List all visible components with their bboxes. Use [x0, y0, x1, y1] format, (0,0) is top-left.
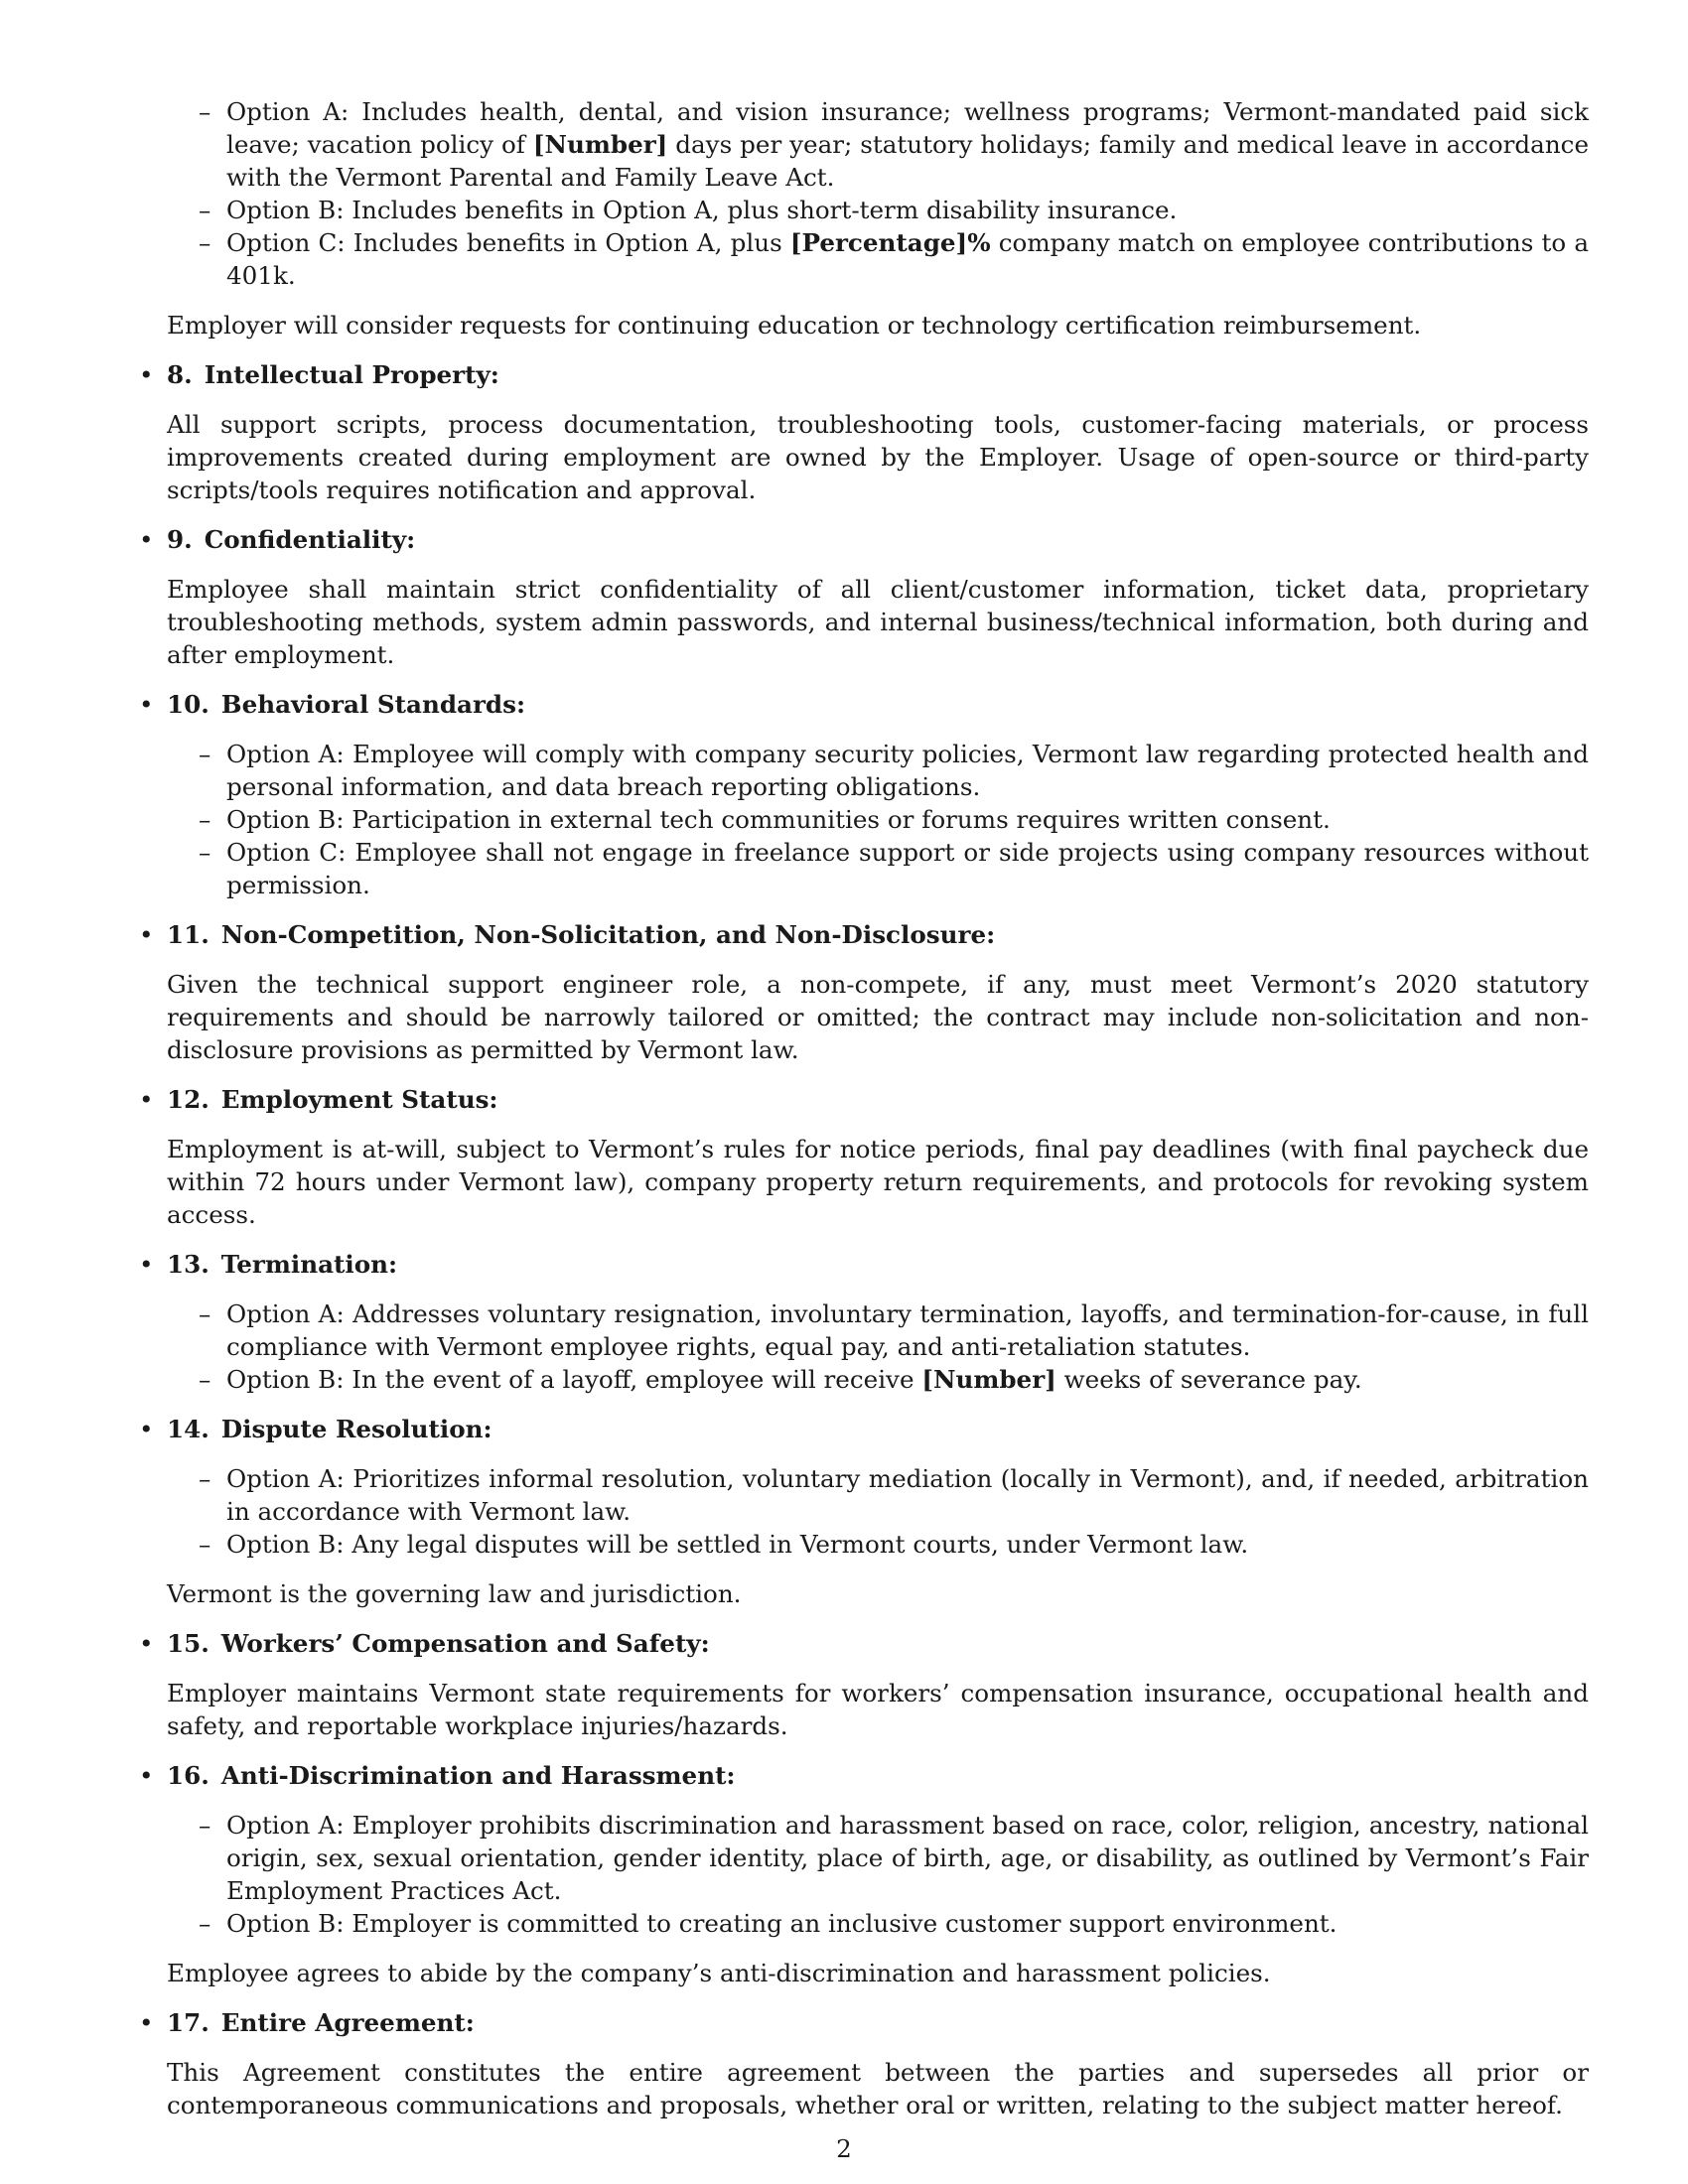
options-list: [139, 738, 1589, 901]
dash-marker: –: [199, 805, 211, 834]
section-heading: [167, 1083, 1589, 1116]
option-text: Option A: Addresses voluntary resignation, involuntary termination, layoffs, and termination-for-cause, in full compliance with Vermont employee rights, equal pay, and anti-retaliation statutes.: [226, 1299, 1589, 1361]
placeholder-field: [Number]: [921, 1365, 1056, 1394]
section-number: 15.: [167, 1629, 210, 1658]
dash-marker: –: [199, 1365, 211, 1394]
option-item: [199, 1462, 1589, 1528]
option-text: Option A: Employee will comply with company security policies, Vermont law regarding protected health and personal information, and data breach reporting obligations.: [226, 740, 1589, 801]
section-title: Behavioral Standards:: [220, 690, 526, 719]
section-number: 16.: [167, 1761, 210, 1790]
bullet-marker: •: [139, 1415, 154, 1443]
option-text: Option B: In the event of a layoff, employee will receive: [226, 1365, 922, 1394]
dash-marker: –: [199, 838, 211, 867]
section-number: 10.: [167, 690, 210, 719]
option-text: Option A: Employer prohibits discrimination and harassment based on race, color, religion, ancestry, national origin, sex, sexual orientation, gender identity, place of birth, age, or disability, as outlined by Vermont’s Fair Employment Practices Act.: [226, 1811, 1589, 1905]
section-heading: [167, 1248, 1589, 1281]
section-paragraph: Given the technical support engineer role, a non-compete, if any, must meet Vermont’s 2020 statutory requirements and should be narrowly tailored or omitted; the contract may include non-solicitation and non-disclosure provisions as permitted by Vermont law.: [167, 970, 1589, 1064]
dash-marker: –: [199, 740, 211, 768]
option-text: Option C: Employee shall not engage in freelance support or side projects using company resources without permission.: [226, 838, 1589, 899]
option-text-tail: company match on employee contributions to a 401k.: [226, 228, 1589, 290]
section-14: [139, 1413, 1589, 1445]
section-title: Non-Competition, Non-Solicitation, and Non-Disclosure:: [220, 920, 996, 949]
dash-marker: –: [199, 97, 211, 126]
section-paragraph: This Agreement constitutes the entire agreement between the parties and supersedes all prior or contemporaneous communications and proposals, whether oral or written, relating to the subject matter hereof.: [167, 2058, 1589, 2119]
placeholder-field: [Number]: [532, 130, 668, 159]
options-list: [139, 1297, 1589, 1396]
option-item: [199, 1907, 1589, 1940]
option-text: Option C: Includes benefits in Option A, plus: [226, 228, 790, 257]
section-note: Employee agrees to abide by the company’s anti-discrimination and harassment policies.: [167, 1959, 1271, 1987]
option-text: Option B: Includes benefits in Option A, plus short-term disability insurance.: [226, 196, 1178, 224]
dash-marker: –: [199, 1464, 211, 1493]
benefit-options-list: [139, 95, 1589, 292]
section-title: Workers’ Compensation and Safety:: [220, 1629, 710, 1658]
options-list: [139, 1809, 1589, 1940]
section-17: [139, 2006, 1589, 2039]
option-text: Option B: Participation in external tech communities or forums requires written consent.: [226, 805, 1331, 834]
section-8: [139, 358, 1589, 391]
dash-marker: –: [199, 1299, 211, 1328]
bullet-marker: •: [139, 360, 154, 389]
section-number: 17.: [167, 2008, 210, 2037]
section-15: [139, 1627, 1589, 1660]
option-text-tail: days per year; statutory holidays; family and medical leave in accordance with the Vermont Parental and Family Leave Act.: [226, 130, 1590, 192]
section-paragraph: Employee shall maintain strict confidentiality of all client/customer information, ticket data, proprietary troubleshooting methods, system admin passwords, and internal business/technical information, both during and after employment.: [167, 575, 1589, 669]
section-12: [139, 1083, 1589, 1116]
section-title: Dispute Resolution:: [220, 1415, 492, 1443]
section-paragraph: Employment is at-will, subject to Vermont’s rules for notice periods, final pay deadlines (with final paycheck due within 72 hours under Vermont law), company property return requirements, and protocols for revoking system access.: [167, 1135, 1589, 1229]
option-item: [199, 738, 1589, 803]
option-item: [199, 803, 1589, 836]
option-text: Option A: Prioritizes informal resolution, voluntary mediation (locally in Vermont), and, if needed, arbitration in accordance with Vermont law.: [226, 1464, 1589, 1526]
option-item: [199, 1363, 1589, 1396]
bullet-marker: •: [139, 920, 154, 949]
education-note: Employer will consider requests for continuing education or technology certification reimbursement.: [167, 311, 1422, 340]
section-number: 11.: [167, 920, 210, 949]
dash-marker: –: [199, 1811, 211, 1840]
page-number: 2: [836, 2134, 852, 2163]
option-item: [199, 1297, 1589, 1363]
dash-marker: –: [199, 196, 211, 224]
bullet-marker: •: [139, 690, 154, 719]
section-heading: [167, 358, 1589, 391]
section-title: Termination:: [220, 1250, 398, 1279]
bullet-marker: •: [139, 2008, 154, 2037]
bullet-marker: •: [139, 1761, 154, 1790]
section-title: Intellectual Property:: [204, 360, 499, 389]
section-heading: [167, 523, 1589, 556]
section-heading: [167, 918, 1589, 951]
section-heading: [167, 688, 1589, 721]
bullet-marker: •: [139, 525, 154, 554]
section-heading: [167, 1759, 1589, 1792]
bullet-marker: •: [139, 1629, 154, 1658]
section-number: 8.: [167, 360, 193, 389]
section-9: [139, 523, 1589, 556]
section-10: [139, 688, 1589, 721]
section-number: 12.: [167, 1085, 210, 1114]
dash-marker: –: [199, 1909, 211, 1938]
section-number: 13.: [167, 1250, 210, 1279]
section-paragraph: Employer maintains Vermont state requirements for workers’ compensation insurance, occupational health and safety, and reportable workplace injuries/hazards.: [167, 1679, 1589, 1740]
section-title: Employment Status:: [220, 1085, 498, 1114]
option-item: [199, 226, 1589, 292]
option-text: Option B: Any legal disputes will be settled in Vermont courts, under Vermont law.: [226, 1530, 1249, 1559]
option-text-tail: weeks of severance pay.: [1055, 1365, 1362, 1394]
dash-marker: –: [199, 1530, 211, 1559]
option-item: [199, 1809, 1589, 1907]
section-heading: [167, 1627, 1589, 1660]
section-title: Anti-Discrimination and Harassment:: [220, 1761, 736, 1790]
placeholder-field: [Percentage]%: [789, 228, 991, 257]
bullet-marker: •: [139, 1250, 154, 1279]
option-item: [199, 95, 1589, 194]
sections-list: [139, 358, 1589, 2121]
section-paragraph: All support scripts, process documentation, troubleshooting tools, customer-facing materials, or process improvements created during employment are owned by the Employer. Usage of open-source or third-party scripts/tools requires notification and approval.: [167, 410, 1589, 504]
section-number: 14.: [167, 1415, 210, 1443]
section-heading: [167, 2006, 1589, 2039]
section-note: Vermont is the governing law and jurisdiction.: [167, 1579, 742, 1608]
section-title: Confidentiality:: [204, 525, 416, 554]
bullet-marker: •: [139, 1085, 154, 1114]
section-11: [139, 918, 1589, 951]
options-list: [139, 1462, 1589, 1561]
section-16: [139, 1759, 1589, 1792]
option-item: [199, 1528, 1589, 1561]
option-text: Option B: Employer is committed to creating an inclusive customer support environment.: [226, 1909, 1337, 1938]
section-title: Entire Agreement:: [220, 2008, 475, 2037]
section-number: 9.: [167, 525, 193, 554]
section-heading: [167, 1413, 1589, 1445]
document-body: [139, 95, 1589, 2138]
option-item: [199, 836, 1589, 901]
option-item: [199, 194, 1589, 226]
dash-marker: –: [199, 228, 211, 257]
section-13: [139, 1248, 1589, 1281]
option-text: Option A: Includes health, dental, and vision insurance; wellness programs; Vermont-mandated paid sick leave; vacation policy of: [226, 97, 1589, 159]
